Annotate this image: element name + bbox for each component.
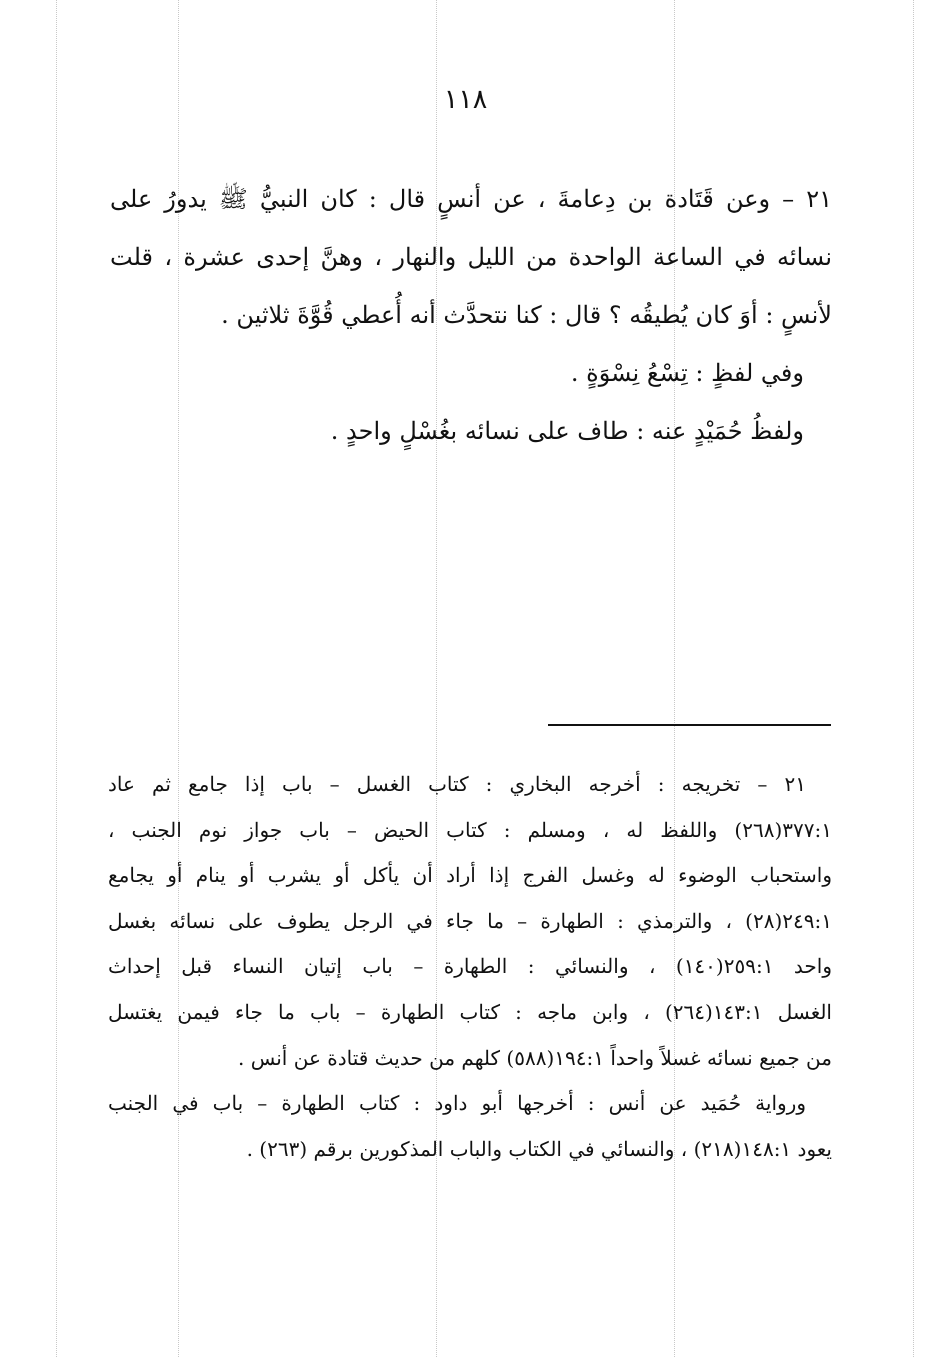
footnote-line: ٣٧٧:١(٢٦٨) واللفظ له ، ومسلم : كتاب الحيض – باب جواز نوم الجنب ، <box>108 817 832 842</box>
footnote-line: واحد ٢٥٩:١(١٤٠) ، والنسائي : الطهارة – باب إتيان النساء قبل إحداث <box>108 954 832 979</box>
footnote-line: من جميع نسائه غسلاً واحداً ١٩٤:١(٥٨٨) كلهم من حديث قتادة عن أنس . <box>238 1045 832 1070</box>
footnote-line: ٢٤٩:١(٢٨) ، والترمذي : الطهارة – ما جاء في الرجل يطوف على نسائه بغسل <box>108 908 832 933</box>
hadith-line: نسائه في الساعة الواحدة من الليل والنهار ، وهنَّ إحدى عشرة ، قلت <box>110 243 832 271</box>
hadith-line: ٢١ – وعن قَتَادة بن دِعامةَ ، عن أنسٍ قال : كان النبيُّ ﷺ يدورُ على <box>110 185 832 213</box>
footnote-line: الغسل ١٤٣:١(٢٦٤) ، وابن ماجه : كتاب الطهارة – باب ما جاء فيمن يغتسل <box>108 999 832 1024</box>
footnote-line: يعود ١٤٨:١(٢١٨) ، والنسائي في الكتاب والباب المذكورين برقم (٢٦٣) . <box>246 1136 832 1161</box>
footnote <box>108 762 832 1172</box>
hadith-text <box>110 170 832 460</box>
footnote-line: ٢١ – تخريجه : أخرجه البخاري : كتاب الغسل – باب إذا جامع ثم عاد <box>108 772 806 796</box>
hadith-line: وفي لفظٍ : تِسْعُ نِسْوَةٍ . <box>570 359 804 387</box>
guide-line <box>913 0 914 1357</box>
page-number: ١١٨ <box>443 84 488 115</box>
hadith-line: لأنسٍ : أوَ كان يُطيقُه ؟ قال : كنا نتحدَّث أنه أُعطي قُوَّةَ ثلاثين . <box>221 301 832 329</box>
footnote-separator <box>548 724 831 726</box>
footnote-line: ورواية حُمَيد عن أنس : أخرجها أبو داود : كتاب الطهارة – باب في الجنب <box>108 1091 806 1116</box>
guide-line <box>56 0 57 1357</box>
footnote-line: واستحباب الوضوء له وغسل الفرج إذا أراد أن يأكل أو يشرب أو ينام أو يجامع <box>108 863 832 888</box>
hadith-line: ولفظُ حُمَيْدٍ عنه : طاف على نسائه بغُسْلٍ واحدٍ . <box>330 417 804 445</box>
